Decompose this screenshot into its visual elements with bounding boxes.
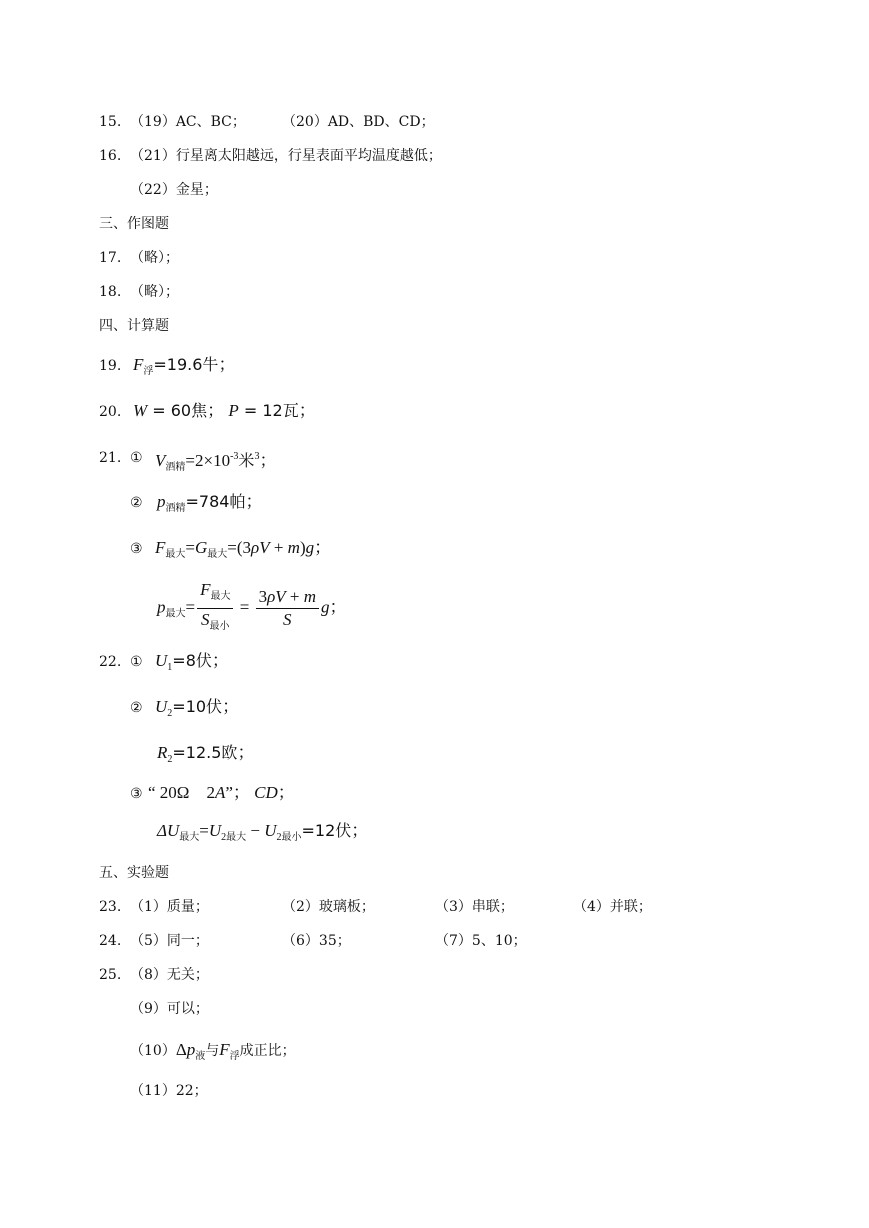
q21-mm: m	[287, 538, 300, 557]
q21-number: 21.	[99, 450, 122, 466]
q21-g2: g	[321, 597, 330, 617]
q24-answer-6: （6）35；	[282, 933, 351, 949]
section-3-title: 三、作图题	[99, 216, 169, 232]
q22-spec-au: A	[214, 783, 226, 802]
q22-r2sub: 2	[167, 754, 173, 765]
q17-number: 17.	[99, 250, 122, 266]
q19-sub: 浮	[143, 366, 154, 377]
q21-psub: 酒精	[165, 503, 186, 514]
q19-number: 19.	[99, 358, 122, 374]
q22-u2end: ；	[222, 697, 240, 716]
q21-frac1-densub: 最小	[209, 621, 230, 632]
q21-close: )	[299, 538, 306, 557]
q21-mark-2: ②	[130, 495, 143, 511]
q22-quote-close: ”	[225, 783, 233, 802]
q21-frac2-m: m	[303, 587, 317, 606]
q21-plus: +	[269, 538, 288, 557]
q22-r2eq: =12.5欧	[172, 743, 238, 762]
q22-sep: ；	[232, 783, 250, 802]
q21-mark-3: ③	[130, 541, 143, 557]
q18-number: 18.	[99, 284, 122, 300]
q21-pend: ；	[245, 492, 263, 511]
q21-fend: ；	[314, 538, 332, 557]
section-5-title: 五、实验题	[99, 865, 169, 881]
q23-answer-4: （4）并联；	[573, 899, 652, 915]
q21-rho: ρ	[251, 538, 260, 557]
q21-vexp: -3	[230, 451, 239, 462]
q21-fraction-1	[197, 580, 233, 637]
q25-answer-8: （8）无关；	[130, 967, 209, 983]
q21-veq: =2×10	[185, 451, 231, 470]
q22-uasub: 2最大	[221, 832, 247, 843]
q22-formula-5	[157, 821, 368, 848]
q21-f: F	[155, 538, 166, 557]
q21-gg: g	[305, 538, 315, 557]
q22-r2: R	[157, 743, 168, 762]
q25-a10-suffix: 成正比；	[239, 1043, 296, 1059]
q22-u1sub: 1	[167, 662, 173, 673]
q22-formula-3	[157, 743, 254, 770]
q21-fraction-2	[256, 587, 319, 630]
q21-vunit: 米	[238, 451, 255, 470]
q25-f: F	[219, 1040, 230, 1059]
q22-ua: U	[208, 821, 222, 840]
q21-frac2-den: S	[283, 610, 292, 629]
q22-u2: U	[155, 697, 168, 716]
q15-number: 15.	[99, 114, 122, 130]
q19-formula	[133, 355, 235, 382]
q21-peq: =784帕	[185, 492, 246, 511]
q20-sep: ；	[207, 401, 225, 420]
q25-number: 25.	[99, 967, 122, 983]
q22-ub: U	[264, 821, 277, 840]
q21-fsub: 最大	[165, 549, 186, 560]
q22-mark-1: ①	[130, 654, 143, 670]
q22-mark-2: ②	[130, 700, 143, 716]
q21-formula-1	[155, 447, 276, 478]
q25-p: p	[186, 1040, 196, 1059]
q15-answer-20: （20）AD、BD、CD；	[282, 114, 435, 130]
q25-a10-prefix: （10）	[130, 1043, 176, 1059]
q23-answer-1: （1）质量；	[130, 899, 209, 915]
q21-frac2-rho: ρ	[267, 587, 276, 606]
q22-ueq: =12伏	[301, 821, 352, 840]
q25-answer-11: （11）22；	[130, 1083, 208, 1099]
q20-weq: = 60焦	[147, 401, 208, 420]
q21-vm: V	[259, 538, 270, 557]
q22-u2eq: =10伏	[172, 697, 223, 716]
q21-vpow: 3	[254, 451, 260, 462]
q22-ubsub: 2最小	[276, 832, 302, 843]
q22-du: ΔU	[157, 821, 180, 840]
q22-r2end: ；	[237, 743, 255, 762]
q22-formula-1	[155, 651, 229, 678]
q21-vsub: 酒精	[165, 462, 186, 473]
q22-u1eq: =8伏	[172, 651, 212, 670]
q16-number: 16.	[99, 148, 122, 164]
q22-formula-2	[155, 697, 239, 724]
q25-psub: 液	[195, 1051, 206, 1062]
q25-answer-10	[130, 1040, 296, 1067]
q15-answer-19: （19）AC、BC；	[130, 114, 246, 130]
q21-frac1-den: S	[201, 610, 210, 629]
q21-g: G	[194, 538, 208, 557]
q20-number: 20.	[99, 404, 122, 420]
q21-feq: =	[185, 538, 195, 557]
q21-pmeq: =	[185, 597, 196, 617]
q19-end: ；	[218, 355, 236, 374]
q22-duend: ；	[351, 821, 369, 840]
q21-gsub: 最大	[207, 549, 228, 560]
q22-cd: CD	[254, 783, 278, 802]
q22-spec-a: 2	[206, 783, 215, 802]
q23-number: 23.	[99, 899, 122, 915]
q24-answer-7: （7）5、10；	[435, 933, 527, 949]
q20-end: ；	[298, 401, 316, 420]
q21-p: p	[157, 492, 166, 511]
q19-eq: =19.6牛	[153, 355, 219, 374]
q24-number: 24.	[99, 933, 122, 949]
q20-p: P	[228, 401, 239, 420]
q22-minus: −	[246, 821, 265, 840]
q22-formula-4	[148, 783, 295, 803]
q21-formula-2	[157, 492, 262, 519]
q18-answer: （略）；	[130, 284, 179, 300]
q21-vend: ；	[259, 451, 277, 470]
q21-pmsub: 最大	[165, 608, 186, 620]
q22-dusub: 最大	[179, 832, 200, 843]
section-4-title: 四、计算题	[99, 318, 169, 334]
q22-cdend: ；	[277, 783, 295, 802]
q21-frac1-numsub: 最大	[210, 591, 231, 602]
q20-w: W	[133, 401, 148, 420]
q22-u1: U	[155, 651, 168, 670]
q21-frac2-coef: 3	[258, 587, 268, 606]
q21-v: V	[155, 451, 166, 470]
q20-peq: = 12瓦	[238, 401, 299, 420]
q25-answer-9: （9）可以；	[130, 1001, 209, 1017]
q21-frac2-v: V	[275, 587, 286, 606]
q22-number: 22.	[99, 654, 122, 670]
q16-answer-21: （21）行星离太阳越远，行星表面平均温度越低；	[130, 148, 442, 164]
q21-frac2-plus: +	[285, 587, 304, 606]
q22-dueq: =	[199, 821, 209, 840]
q24-answer-5: （5）同一；	[130, 933, 209, 949]
q22-u2sub: 2	[167, 708, 173, 719]
q21-geq: =(3	[227, 538, 252, 557]
q21-pmend: ；	[329, 597, 347, 617]
q19-var: F	[133, 355, 144, 374]
q21-formula-3	[155, 538, 331, 565]
q25-a10-mid: 与	[205, 1043, 220, 1059]
q21-frac1-num: F	[200, 580, 211, 599]
q23-answer-3: （3）串联；	[435, 899, 514, 915]
q21-pm: p	[157, 597, 166, 617]
q25-fsub: 浮	[229, 1051, 240, 1062]
q17-answer: （略）；	[130, 250, 179, 266]
q25-delta: Δ	[175, 1040, 187, 1059]
q23-answer-2: （2）玻璃板；	[282, 899, 375, 915]
q21-formula-4	[157, 580, 347, 637]
q21-mark-1: ①	[130, 450, 143, 466]
q20-formula	[133, 401, 316, 421]
q16-answer-22: （22）金星；	[130, 182, 218, 198]
q22-spec: 20Ω	[155, 783, 190, 802]
q22-mark-3: ③	[130, 786, 143, 802]
q22-quote-open: “	[148, 783, 156, 802]
q22-u1end: ；	[211, 651, 229, 670]
q21-eq2: =	[235, 597, 254, 617]
